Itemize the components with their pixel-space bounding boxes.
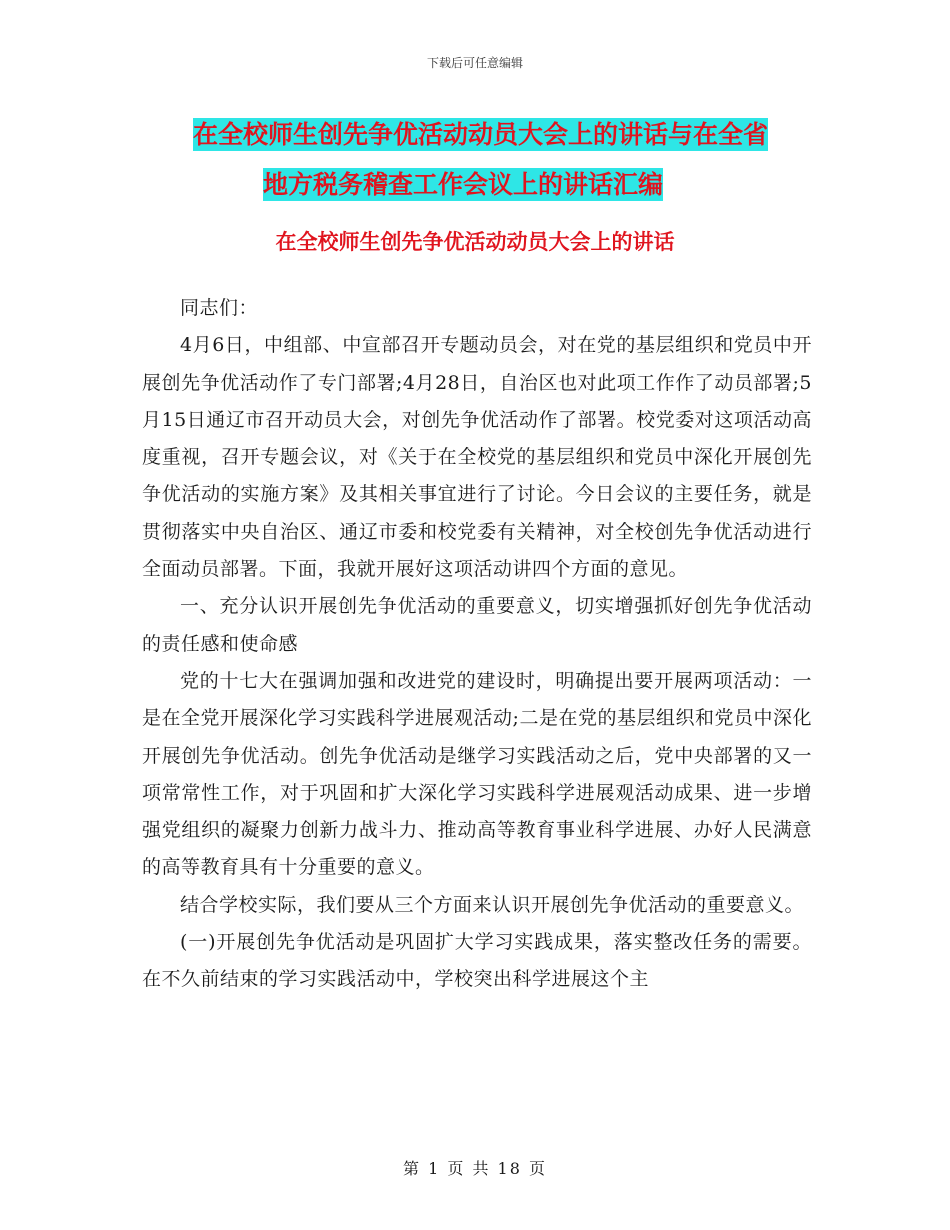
paragraph: 党的十七大在强调加强和改进党的建设时，明确提出要开展两项活动：一是在全党开展深化学习实践科学进展观活动;二是在党的基层组织和党员中深化开展创先争优活动。创先争优活动是继学习实践活动之后，党中央部署的又一项常常性工作，对于巩固和扩大深化学习实践科学进展观活动成果、进一步增强党组织的凝聚力创新力战斗力、推动高等教育事业科学进展、办好人民满意的高等教育具有十分重要的意义。 xyxy=(142,669,812,879)
main-title-line-2 xyxy=(145,160,815,210)
paragraph: 结合学校实际，我们要从三个方面来认识开展创先争优活动的重要意义。 xyxy=(180,893,805,916)
document-main-title xyxy=(145,110,815,210)
paragraph-greeting: 同志们： xyxy=(180,297,259,319)
page-number-footer: 第 1 页 共 18 页 xyxy=(403,1159,547,1178)
section-title: 在全校师生创先争优活动动员大会上的讲话 xyxy=(275,230,675,254)
page-header-note: 下载后可任意编辑 xyxy=(426,56,523,70)
main-title-line-1 xyxy=(145,110,815,160)
paragraph-heading-1: 一、充分认识开展创先争优活动的重要意义，切实增强抓好创先争优活动的责任感和使命感 xyxy=(142,595,812,655)
paragraph: 4月6日，中组部、中宣部召开专题动员会，对在党的基层组织和党员中开展创先争优活动作了专门部署;4月28日，自治区也对此项工作作了动员部署;5月15日通辽市召开动员大会，对创先争优活动作了部署。校党委对这项活动高度重视，召开专题会议，对《关于在全校党的基层组织和党员中深化开展创先争优活动的实施方案》及其相关事宜进行了讨论。今日会议的主要任务，就是贯彻落实中央自治区、通辽市委和校党委有关精神，对全校创先争优活动进行全面动员部署。下面，我就开展好这项活动讲四个方面的意见。 xyxy=(142,334,812,581)
document-body xyxy=(142,290,812,999)
main-title-line-1-text: 在全校师生创先争优活动动员大会上的讲话与在全省 xyxy=(193,120,769,149)
main-title-line-2-text: 地方税务稽查工作会议上的讲话汇编 xyxy=(263,170,664,199)
paragraph: (一)开展创先争优活动是巩固扩大学习实践成果，落实整改任务的需要。在不久前结束的学习实践活动中，学校突出科学进展这个主 xyxy=(142,931,812,991)
